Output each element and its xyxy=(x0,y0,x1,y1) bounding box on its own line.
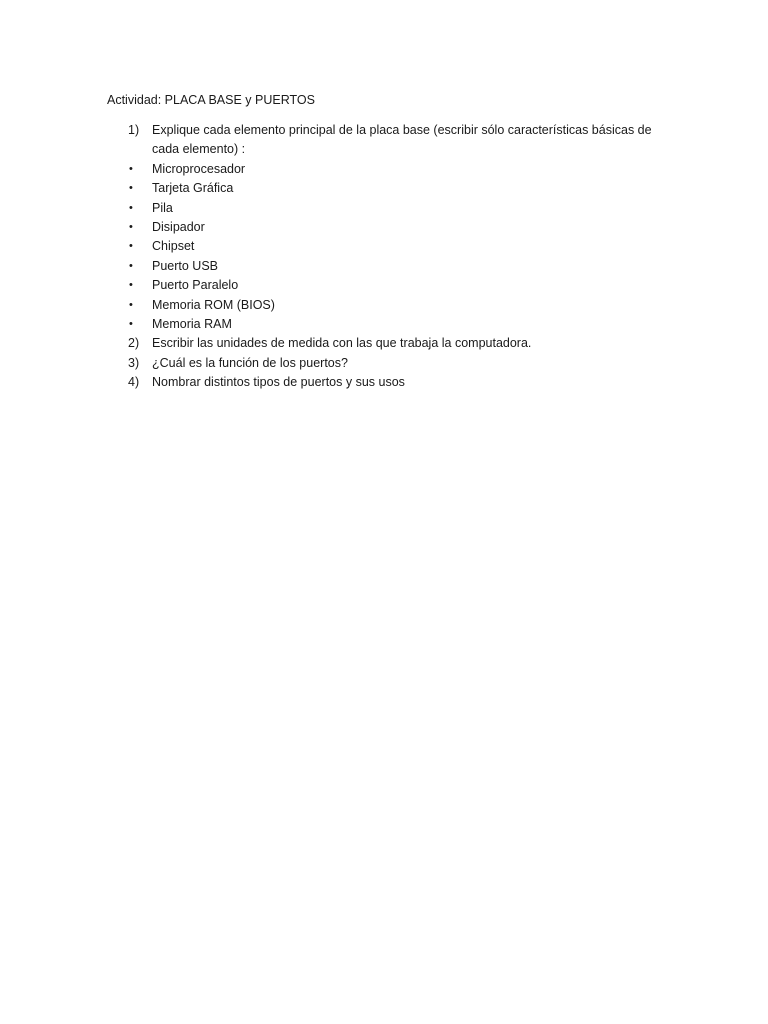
activity-list xyxy=(107,121,667,393)
list-item-text: Memoria ROM (BIOS) xyxy=(152,297,275,312)
list-number: 4) xyxy=(128,375,140,390)
bullet-item-memoria-rom xyxy=(107,296,667,315)
bullet-item-disipador xyxy=(107,218,667,237)
bullet-icon: • xyxy=(129,240,133,253)
bullet-item-puerto-usb xyxy=(107,257,667,276)
bullet-icon: • xyxy=(129,162,133,175)
bullet-icon: • xyxy=(129,201,133,214)
bullet-item-tarjeta-grafica xyxy=(107,179,667,198)
list-item-text: Explique cada elemento principal de la placa base (escribir sólo características básicas de cada elemento) : xyxy=(152,123,652,157)
bullet-item-puerto-paralelo xyxy=(107,276,667,295)
list-item-text: Tarjeta Gráfica xyxy=(152,181,234,196)
document-title: Actividad: PLACA BASE y PUERTOS xyxy=(107,93,315,107)
list-item-text: ¿Cuál es la función de los puertos? xyxy=(152,355,348,370)
list-item-text: Puerto USB xyxy=(152,258,219,273)
list-number: 1) xyxy=(128,123,140,137)
bullet-icon: • xyxy=(129,298,133,311)
bullet-icon: • xyxy=(129,182,133,195)
list-item-text: Chipset xyxy=(152,239,195,254)
list-number: 2) xyxy=(128,336,140,351)
list-item-text: Pila xyxy=(152,200,173,215)
bullet-icon: • xyxy=(129,279,133,292)
bullet-item-pila xyxy=(107,199,667,218)
list-item-text: Memoria RAM xyxy=(152,317,232,332)
list-item-text: Escribir las unidades de medida con las que trabaja la computadora. xyxy=(152,336,532,351)
list-item-3 xyxy=(107,354,667,373)
list-item-1 xyxy=(107,121,667,160)
list-item-2 xyxy=(107,334,667,353)
list-item-text: Disipador xyxy=(152,220,205,235)
bullet-icon: • xyxy=(129,318,133,331)
list-item-text: Nombrar distintos tipos de puertos y sus usos xyxy=(152,375,405,390)
list-number: 3) xyxy=(128,355,140,370)
list-item-4 xyxy=(107,373,667,392)
bullet-icon: • xyxy=(129,259,133,272)
list-item-text: Puerto Paralelo xyxy=(152,278,239,293)
bullet-item-memoria-ram xyxy=(107,315,667,334)
bullet-item-microprocesador xyxy=(107,160,667,179)
bullet-item-chipset xyxy=(107,237,667,256)
list-item-text: Microprocesador xyxy=(152,161,246,176)
bullet-icon: • xyxy=(129,221,133,234)
